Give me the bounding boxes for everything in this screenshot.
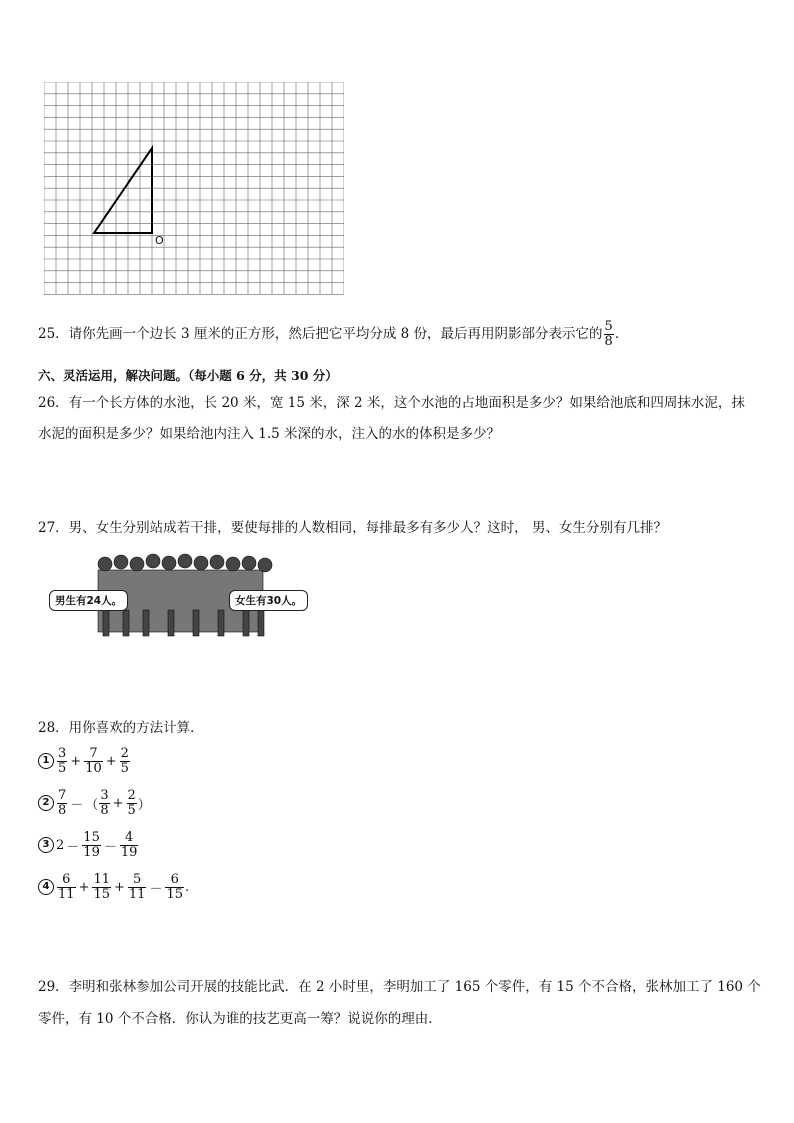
q25-text: 25．请你先画一个边长 3 厘米的正方形，然后把它平均分成 8 份，最后再用阴影部分表示它的 [38,326,603,342]
circled-number-1: 1 [38,753,54,769]
students-illustration [43,550,316,640]
boys-count-label: 男生有24人。 [49,590,128,611]
question-28-title: 28．用你喜欢的方法计算． [38,720,204,736]
question-26-line1: 26．有一个长方体的水池，长 20 米，宽 15 米，深 2 米，这个水池的占地面积是多少？如果给池底和四周抹水泥，抹 [38,395,745,411]
grid-svg [44,82,344,296]
question-27: 27．男、女生分别站成若干排，要使每排的人数相同，每排最多有多少人？这时， 男、女生分别有几排？ [38,520,667,536]
expression-4: 4 $\frac{6}{11}$ + $\frac{11}{15}$ + $\frac{5}{11}$ － $\frac{6}{15}$ . [38,870,189,904]
point-o-label: O [155,234,164,247]
circled-number-4: 4 [38,879,54,895]
expression-2: 2 $\frac{7}{8}$ － （ $\frac{3}{8}$ + $\frac{2}{5}$ ） [38,786,151,820]
girls-count-label: 女生有30人。 [229,590,308,611]
q25-fraction: $\frac{5}{8}$ [604,319,613,349]
expression-1: 1 $\frac{3}{5}$ + $\frac{7}{10}$ + $\frac{2}{5}$ [38,744,131,778]
question-29-line2: 零件，有 10 个不合格．你认为谁的技艺更高一筹？说说你的理由． [38,1011,442,1027]
question-26-line2: 水泥的面积是多少？如果给池内注入 1.5 米深的水，注入的水的体积是多少？ [38,426,501,442]
grid-figure [44,82,344,296]
question-29-line1: 29．李明和张林参加公司开展的技能比武．在 2 小时里，李明加工了 165 个零件，有 15 个不合格，张林加工了 160 个 [38,979,761,995]
right-triangle [94,148,152,233]
circled-number-3: 3 [38,837,54,853]
section-6-title: 六、灵活运用，解决问题。（每小题 6 分，共 30 分） [38,368,338,383]
question-25: 25．请你先画一个边长 3 厘米的正方形，然后把它平均分成 8 份，最后再用阴影部分表示它的 $\frac{5}{8}$ ． [38,319,629,349]
circled-number-2: 2 [38,795,54,811]
expression-3: 3 2 － $\frac{15}{19}$ － $\frac{4}{19}$ [38,828,139,862]
